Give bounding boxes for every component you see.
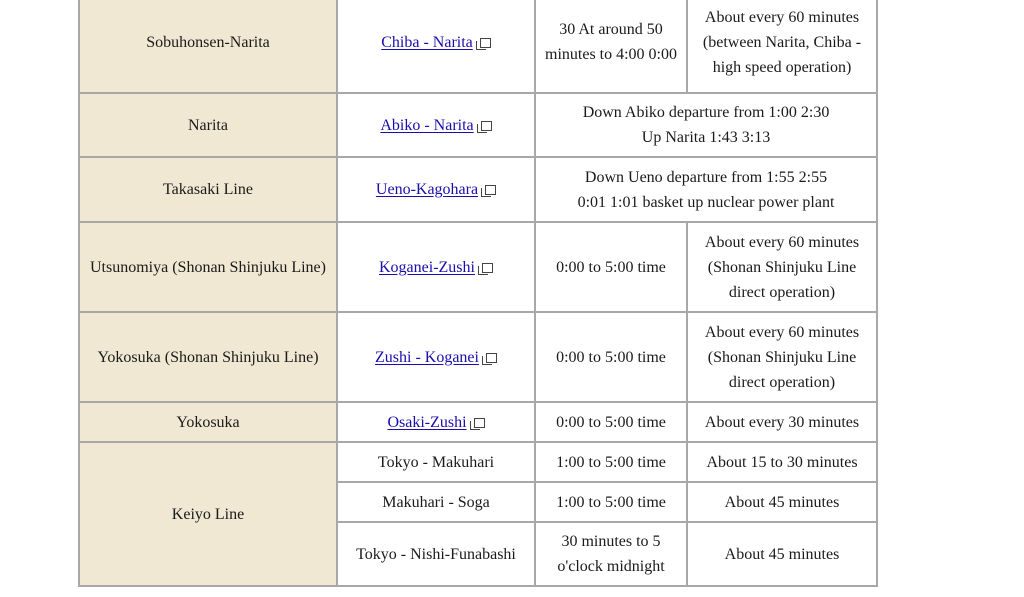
section-link[interactable]: Chiba - Narita bbox=[381, 33, 473, 51]
line-name-cell: Sobuhonsen-Narita bbox=[79, 0, 337, 93]
line-name-cell: Narita bbox=[79, 93, 337, 157]
time-cell: 1:00 to 5:00 time bbox=[535, 442, 687, 482]
section-cell bbox=[337, 157, 535, 222]
section-cell bbox=[337, 222, 535, 312]
table-row bbox=[79, 312, 877, 402]
line-name-cell: Yokosuka (Shonan Shinjuku Line) bbox=[79, 312, 337, 402]
time-cell: 30 At around 50 minutes to 4:00 0:00 bbox=[535, 0, 687, 93]
section-link[interactable]: Zushi - Koganei bbox=[375, 348, 479, 366]
section-link[interactable]: Ueno-Kagohara bbox=[375, 181, 479, 198]
line-name-cell: Utsunomiya (Shonan Shinjuku Line) bbox=[79, 222, 337, 312]
notes-cell: About 45 minutes bbox=[687, 522, 877, 586]
notes-cell: About 15 to 30 minutes bbox=[687, 442, 877, 482]
section-link[interactable]: Koganei-Zushi bbox=[379, 258, 475, 276]
section-cell: Tokyo - Makuhari bbox=[337, 442, 535, 482]
line-name-cell: Takasaki Line bbox=[79, 157, 337, 222]
line-name-cell: Keiyo Line bbox=[79, 442, 337, 586]
external-link-icon[interactable] bbox=[474, 418, 485, 428]
external-link-icon[interactable] bbox=[480, 38, 491, 48]
notes-cell: About every 30 minutes bbox=[687, 402, 877, 442]
line-name-cell: Yokosuka bbox=[79, 402, 337, 442]
time-cell: 30 minutes to 5 o'clock midnight bbox=[535, 522, 687, 586]
table-row bbox=[79, 157, 877, 222]
notes-cell: About 45 minutes bbox=[687, 482, 877, 522]
table-row bbox=[79, 93, 877, 157]
table-row bbox=[79, 402, 877, 442]
section-cell bbox=[337, 93, 535, 157]
schedule-cell: Down Ueno departure from 1:55 2:55 0:01 1:01 basket up nuclear power plant bbox=[535, 157, 877, 222]
time-cell: 0:00 to 5:00 time bbox=[535, 312, 687, 402]
table-row bbox=[79, 0, 877, 93]
section-link[interactable]: Osaki-Zushi bbox=[387, 413, 467, 431]
time-cell: 1:00 to 5:00 time bbox=[535, 482, 687, 522]
external-link-icon[interactable] bbox=[485, 185, 496, 195]
external-link-icon[interactable] bbox=[481, 121, 492, 131]
section-link[interactable]: Abiko - Narita bbox=[380, 116, 474, 134]
notes-cell: About every 60 minutes (between Narita, Chiba - high speed operation) bbox=[687, 0, 877, 93]
notes-cell: About every 60 minutes (Shonan Shinjuku Line direct operation) bbox=[687, 222, 877, 312]
section-cell bbox=[337, 0, 535, 93]
notes-cell: About every 60 minutes (Shonan Shinjuku Line direct operation) bbox=[687, 312, 877, 402]
time-cell: 0:00 to 5:00 time bbox=[535, 222, 687, 312]
section-cell bbox=[337, 402, 535, 442]
section-cell: Tokyo - Nishi-Funabashi bbox=[337, 522, 535, 586]
schedule-table bbox=[78, 0, 878, 587]
section-cell: Makuhari - Soga bbox=[337, 482, 535, 522]
table-row bbox=[79, 222, 877, 312]
section-cell bbox=[337, 312, 535, 402]
external-link-icon[interactable] bbox=[482, 263, 493, 273]
external-link-icon[interactable] bbox=[486, 353, 497, 363]
table-row bbox=[79, 442, 877, 482]
time-cell: 0:00 to 5:00 time bbox=[535, 402, 687, 442]
schedule-cell: Down Abiko departure from 1:00 2:30 Up Narita 1:43 3:13 bbox=[535, 93, 877, 157]
